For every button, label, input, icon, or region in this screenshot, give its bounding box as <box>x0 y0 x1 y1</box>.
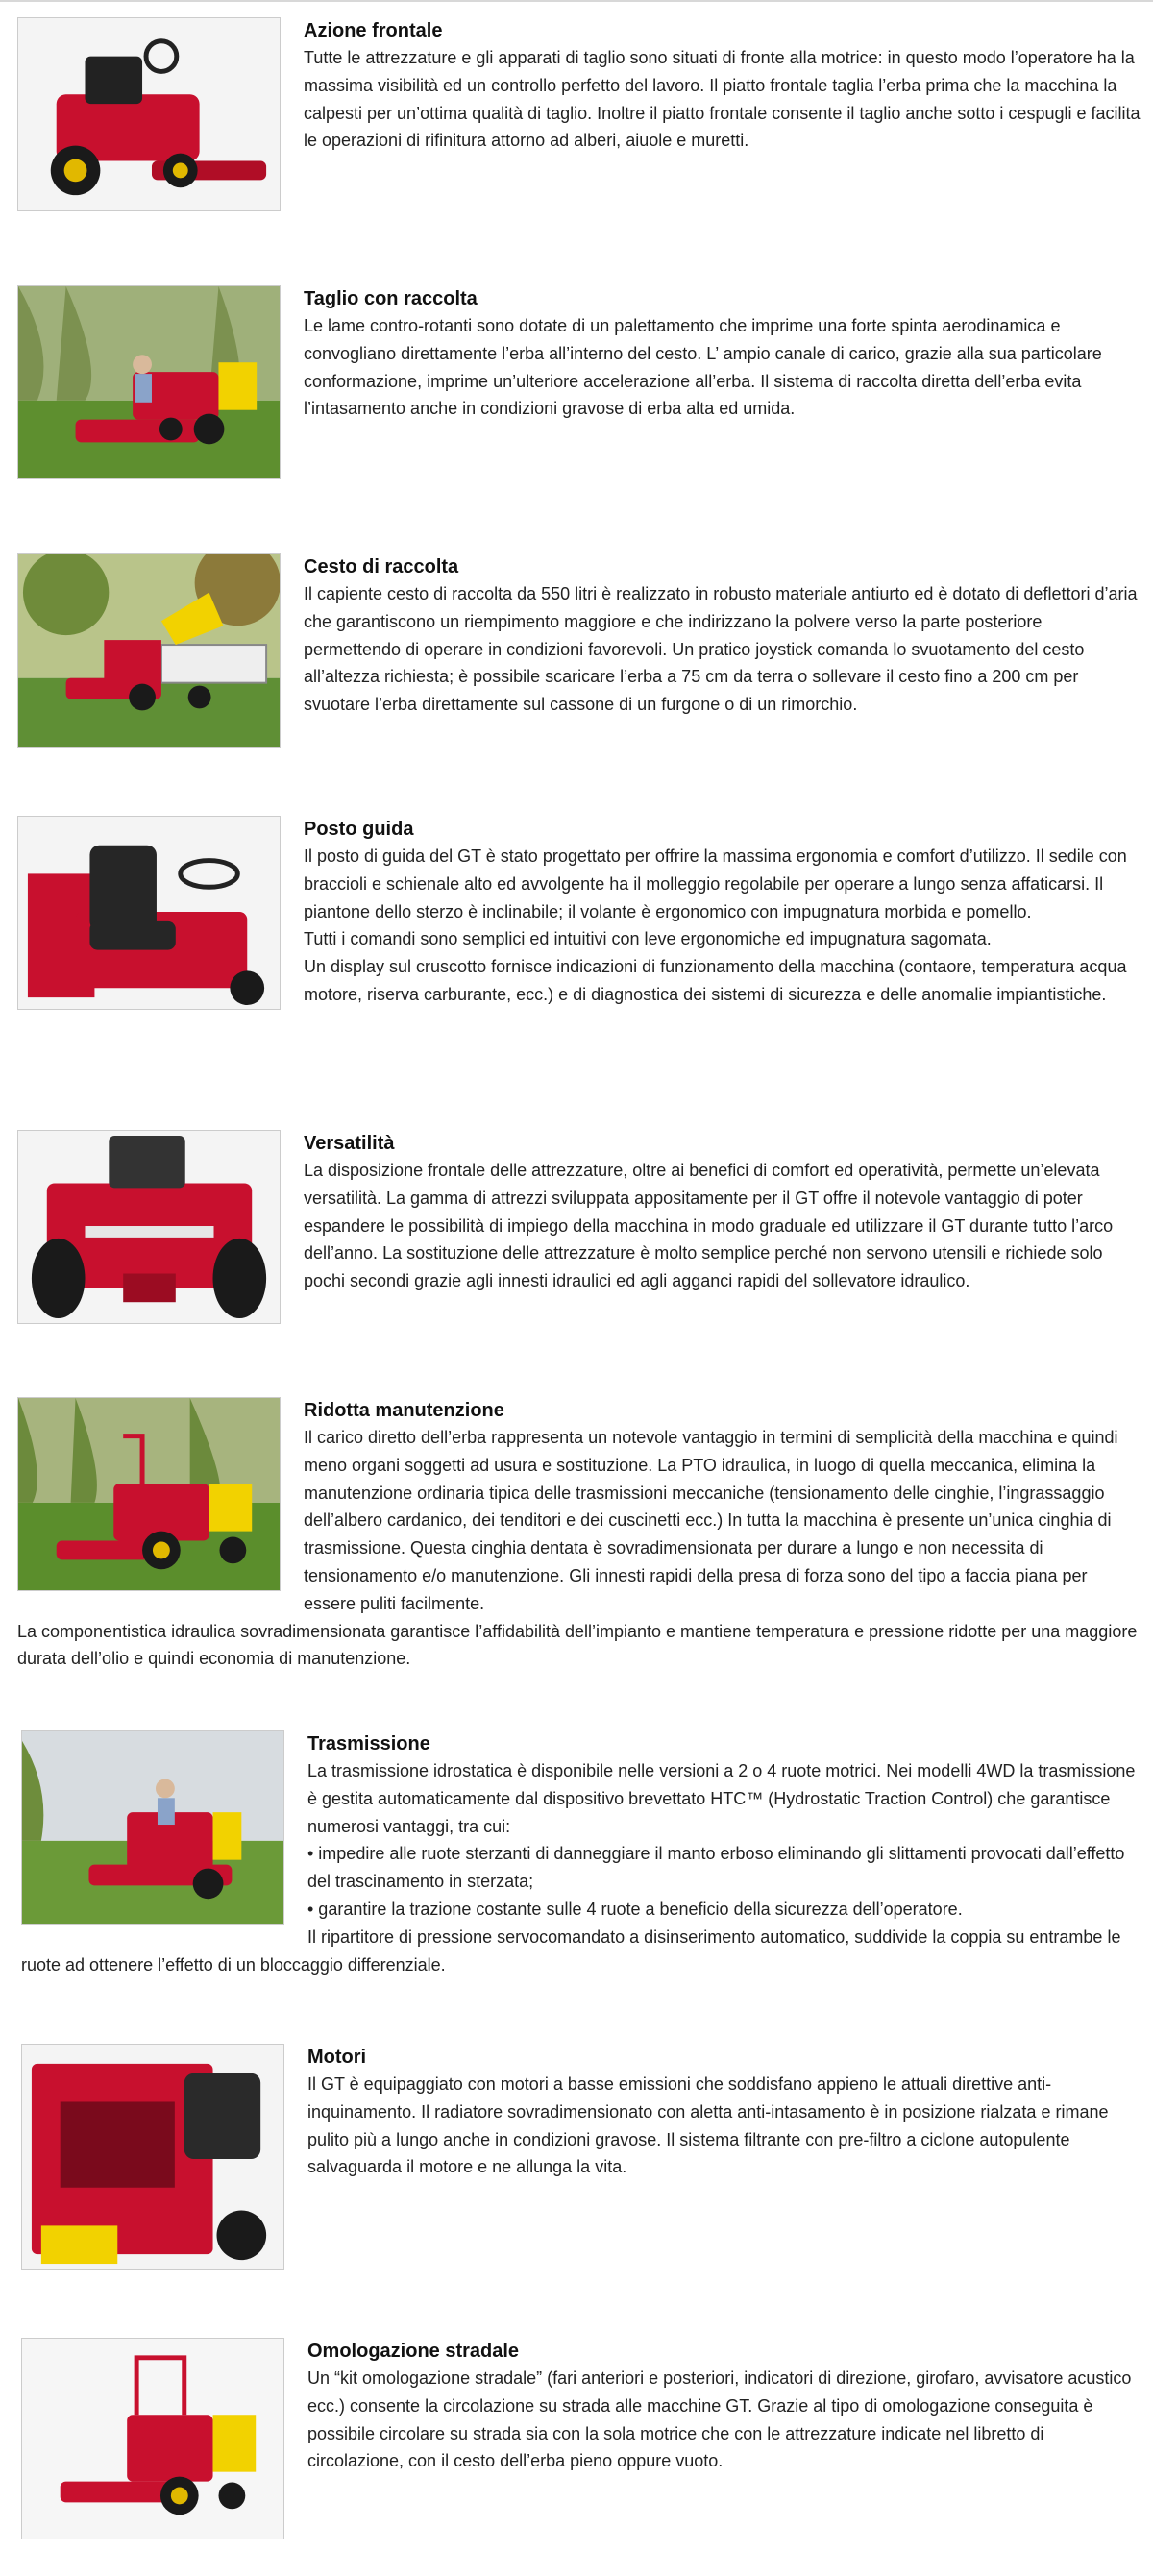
mower-turning-image <box>21 1730 284 1925</box>
mower-front-view-image <box>17 17 281 211</box>
section-title: Trasmissione <box>307 1733 430 1754</box>
section-cesto-di-raccolta <box>0 553 1153 748</box>
mower-side-view-image <box>17 1397 281 1591</box>
section-list-item: • garantire la trazione costante sulle 4 ruote a beneficio della sicurezza dell’operatore. <box>307 1899 963 1919</box>
section-paragraph: Il GT è equipaggiato con motori a basse emissioni che soddisfano appieno le attuali direttive anti-inquinamento. Il radiatore sovradimensionato con aletta anti-intasamento è in posizione rialzata e rimane pulito più a lungo anche in condizioni gravose. Il sistema filtrante con pre-filtro a ciclone autopulente salvaguarda il motore e ne allunga la vita. <box>307 2074 1109 2177</box>
engine-compartment-image <box>21 2044 284 2270</box>
section-title: Taglio con raccolta <box>304 288 478 309</box>
top-divider <box>0 0 1153 2</box>
section-omologazione-stradale <box>0 2338 1153 2539</box>
section-paragraph: Il posto di guida del GT è stato progettato per offrire la massima ergonomia e comfort d’utilizzo. Il sedile con braccioli e schienale alto ed avvolgente ha il molleggio regolabile per operare a lungo senza affaticarsi. Il piantone dello sterzo è inclinabile; il volante è ergonomico con impugnatura morbida e pomello. <box>304 846 1127 921</box>
section-title: Versatilità <box>304 1133 395 1154</box>
section-title: Azione frontale <box>304 20 443 41</box>
section-posto-guida <box>0 816 1153 1010</box>
section-paragraph: Un display sul cruscotto fornisce indicazioni di funzionamento della macchina (contaore, temperatura acqua motore, riserva carburante, ecc.) e di diagnostica dei sistemi di sicurezza e delle anomalie impiantistiche. <box>304 957 1127 1004</box>
section-motori <box>0 2044 1153 2270</box>
section-title: Posto guida <box>304 819 414 840</box>
section-ridotta-manutenzione <box>0 1397 1153 1673</box>
section-taglio-con-raccolta <box>0 285 1153 479</box>
section-paragraph: Un “kit omologazione stradale” (fari anteriori e posteriori, indicatori di direzione, girofaro, avvisatore acustico ecc.) consente la circolazione su strada alle macchine GT. Grazie al tipo di omologazione conseguita è possibile circolare su strada sia con la sola motrice che con le attrezzature indicate nel libretto di circolazione, con il cesto dell’erba pieno oppure vuoto. <box>307 2368 1132 2471</box>
mower-studio-image <box>21 2338 284 2539</box>
section-paragraph: La componentistica idraulica sovradimensionata garantisce l’affidabilità dell’impianto e mantiene temperatura e pressione ridotte per una maggiore durata dell’olio e quindi economia di manutenzione. <box>17 1621 1138 1669</box>
section-paragraph: Il ripartitore di pressione servocomandato a disinserimento automatico, suddivide la coppia su entrambe le ruote ad ottenere l’effetto di un bloccaggio differenziale. <box>21 1926 1121 1975</box>
section-paragraph: La disposizione frontale delle attrezzature, oltre ai benefici di comfort ed operatività, permette un’elevata versatilità. La gamma di attrezzi sviluppata appositamente per il GT offre il notevole vantaggio di poter espandere le possibilità di impiego della macchina in modo graduale ed utilizzare il GT durante tutto l’arco dell’anno. La sostituzione delle attrezzature è molto semplice perché non servono utensili e richiede solo pochi secondi grazie agli innesti idraulici ed agli agganci rapidi del sollevatore idraulico. <box>304 1161 1114 1291</box>
mower-mowing-lawn-image <box>17 285 281 479</box>
section-trasmissione <box>0 1730 1153 1978</box>
mower-unloading-basket-image <box>17 553 281 748</box>
section-title: Motori <box>307 2047 367 2068</box>
section-versatilita <box>0 1130 1153 1324</box>
section-azione-frontale <box>0 17 1153 211</box>
section-paragraph: Il capiente cesto di raccolta da 550 litri è realizzato in robusto materiale antiurto ed è dotato di deflettori d’aria che garantiscono un riempimento maggiore e che indirizzano la polvere verso la parte posteriore permettendo di operare in condizioni favorevoli. Un pratico joystick comanda lo svuotamento del cesto all’altezza richiesta; è possibile scaricare l’erba a 75 cm da terra o sollevare il cesto fino a 200 cm per svuotare l’erba direttamente sul cassone di un furgone o di un rimorchio. <box>304 584 1138 715</box>
section-paragraph: Tutti i comandi sono semplici ed intuitivi con leve ergonomiche ed impugnatura sagomata. <box>304 929 992 949</box>
section-list-item: • impedire alle ruote sterzanti di danneggiare il manto erboso eliminando gli slittamenti provocati dall’effetto del trascinamento in sterzata; <box>307 1844 1125 1892</box>
section-paragraph: La trasmissione idrostatica è disponibile nelle versioni a 2 o 4 ruote motrici. Nei modelli 4WD la trasmissione è gestita automaticamente dal dispositivo brevettato HTC™ (Hydrostatic Traction Control) che garantisce numerosi vantaggi, tra cui: <box>307 1761 1136 1836</box>
section-paragraph: Le lame contro-rotanti sono dotate di un palettamento che imprime una forte spinta aerodinamica e convogliano direttamente l’erba all’interno del cesto. L’ ampio canale di carico, grazie alla sua particolare conformazione, imprime un’ulteriore accelerazione all’erba. Il sistema di raccolta diretta dell’erba evita l’intasamento anche in condizioni gravose di erba alta ed umida. <box>304 316 1102 419</box>
section-paragraph: Tutte le attrezzature e gli apparati di taglio sono situati di fronte alla motrice: in questo modo l’operatore ha la massima visibilità ed un controllo perfetto del lavoro. Il piatto frontale taglia l’erba prima che la macchina la calpesti per un’ottima qualità di taglio. Inoltre il piatto frontale consente il taglio anche sotto i cespugli e facilita le operazioni di rifinitura attorno ad alberi, aiuole e muretti. <box>304 48 1141 151</box>
mower-rear-view-image <box>17 1130 281 1324</box>
section-title: Omologazione stradale <box>307 2341 520 2362</box>
section-title: Cesto di raccolta <box>304 556 459 577</box>
section-paragraph: Il carico diretto dell’erba rappresenta un notevole vantaggio in termini di semplicità della macchina e quindi meno organi soggetti ad usura e sostituzione. La PTO idraulica, in luogo di quella meccanica, elimina la manutenzione ordinaria tipica delle trasmissioni meccaniche (tensionamento delle cinghie, l’ingrassaggio dell’albero cardanico, dei tenditori e dei cuscinetti ecc.) In tutta la macchina è presente un’unica cinghia di trasmissione. Questa cinghia dentata è sovradimensionata per durare a lungo e non necessita di tensionamento e/o manutenzione. Gli innesti rapidi della presa di forza sono del tipo a faccia piana per essere puliti facilmente. <box>304 1428 1118 1613</box>
driver-seat-image <box>17 816 281 1010</box>
section-title: Ridotta manutenzione <box>304 1400 504 1421</box>
